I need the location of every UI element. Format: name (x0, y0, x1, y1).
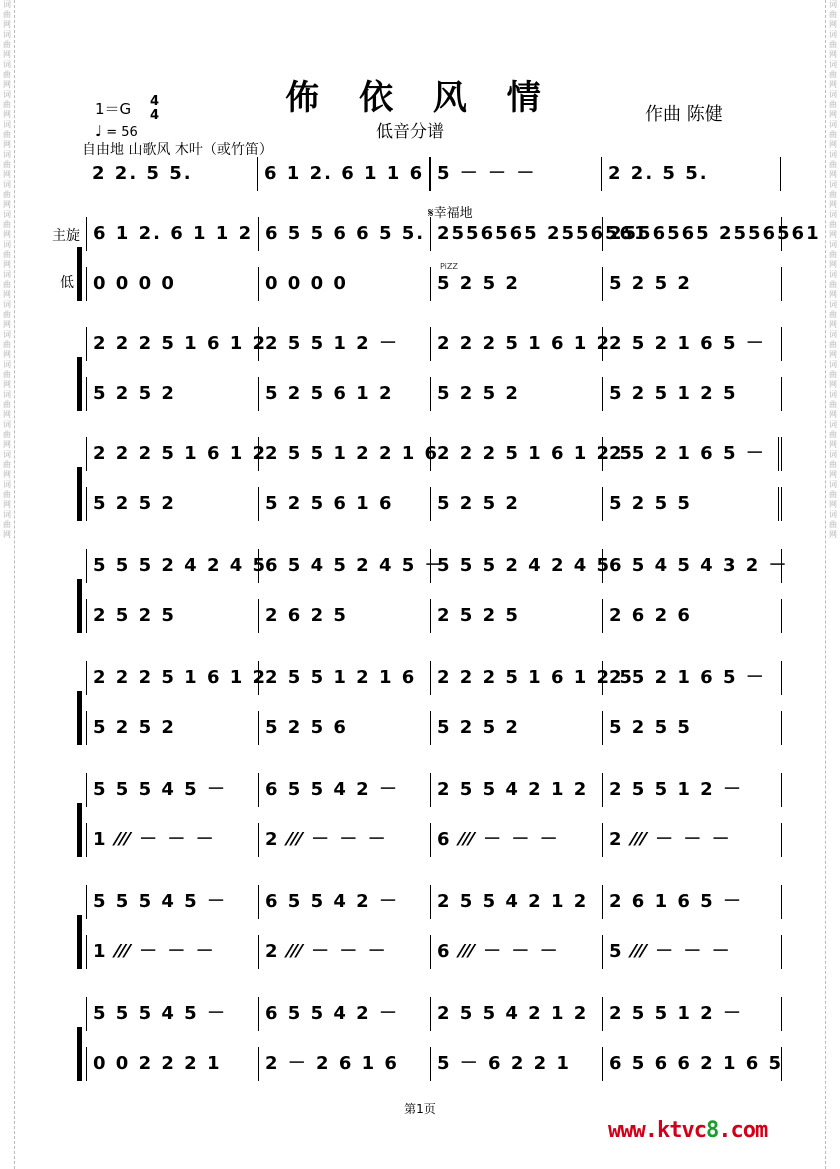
left-watermark-strip: 词 曲 网 词 曲 网 词 曲 网 词 曲 网 词 曲 网 词 曲 网 词 曲 网 词 曲 网 词 曲 网 词 曲 网 词 曲 网 词 曲 网 词 曲 网 词 曲 网 词 曲 网 词 曲 网 词 曲 网 词 曲 网 (0, 0, 15, 1169)
measure: 5 2 5 2 (431, 377, 603, 411)
intro-measure: 5 － － － (430, 157, 602, 191)
measure: 2 5 2 1 6 5 － (603, 327, 782, 361)
measure: 5 2 5 2 (431, 711, 603, 745)
system-bracket (77, 803, 82, 857)
row-label-low: 低 (60, 275, 74, 291)
row-label-main: 主旋 (52, 228, 80, 244)
measure: 0 0 0 0 (87, 267, 259, 301)
page-number: 第1页 (404, 1102, 436, 1116)
measure: 6 5 5 6 6 5 5. (259, 217, 431, 251)
intro-measure: 6 1 2. 6 1 1 6 (258, 157, 430, 191)
system-bracket (77, 579, 82, 633)
right-watermark-strip: 词 曲 网 词 曲 网 词 曲 网 词 曲 网 词 曲 网 词 曲 网 词 曲 网 词 曲 网 词 曲 网 词 曲 网 词 曲 网 词 曲 网 词 曲 网 词 曲 网 词 曲 网 词 曲 网 词 曲 网 词 曲 网 (825, 0, 840, 1169)
melody-staff (86, 773, 782, 807)
intro-measure: 2 2. 5 5. (86, 157, 258, 191)
watermark-part-a: www.ktvc (608, 1118, 706, 1143)
measure: 5 2 5 2 (87, 377, 259, 411)
melody-staff (86, 327, 782, 361)
bass-staff (86, 267, 782, 301)
time-denominator: 4 (150, 108, 160, 123)
tempo-marking (95, 122, 138, 140)
segno-label: 𝄋幸福地 (428, 206, 473, 221)
measure: 6 ⁄⁄⁄ － － － (431, 935, 603, 969)
measure: 5 ⁄⁄⁄ － － － (603, 935, 782, 969)
measure: 2 5 2 5 (431, 599, 603, 633)
bass-staff (86, 711, 782, 745)
measure: 2 2 2 5 1 6 1 2 5 (431, 661, 603, 695)
measure: 1 ⁄⁄⁄ － － － (87, 935, 259, 969)
measure: 5 5 5 4 5 － (87, 997, 259, 1031)
measure: 5 5 5 2 4 2 4 5 (87, 549, 259, 583)
measure: 5 2 5 2 (431, 487, 603, 521)
measure: 2 5 5 1 2 － (259, 327, 431, 361)
measure: 5 2 5 6 1 2 (259, 377, 431, 411)
measure: 2 2 2 5 1 6 1 2 (87, 437, 259, 471)
measure: 2 － 2 6 1 6 (259, 1047, 431, 1081)
composer: 作曲 陈健 (645, 104, 723, 125)
bass-staff (86, 823, 782, 857)
measure: 2 5 5 4 2 1 2 (431, 885, 603, 919)
system-bracket (77, 357, 82, 411)
measure: 6 5 4 5 4 3 2 － (603, 549, 782, 583)
measure: 5 － 6 2 2 1 (431, 1047, 603, 1081)
measure: 2 5 5 1 2 2 1 6 (259, 437, 431, 471)
measure: 2 2 2 5 1 6 1 2 (87, 327, 259, 361)
measure: 6 5 4 5 2 4 5 － (259, 549, 431, 583)
measure: 5 2 5 5 (603, 711, 782, 745)
measure: 6 1 2. 6 1 1 2 (87, 217, 259, 251)
quarter-note-icon: ♩ (95, 122, 103, 140)
measure: 5 2 5 5 (603, 487, 782, 521)
page-title: 佈 依 风 情 (285, 78, 555, 118)
measure: 2 6 2 5 (259, 599, 431, 633)
system-bracket (77, 247, 82, 301)
measure: 2 5 5 1 2 － (603, 997, 782, 1031)
time-numerator: 4 (150, 94, 160, 109)
measure: 2556565 2556561 (431, 217, 603, 251)
tempo-value: = 56 (106, 125, 138, 140)
measure: 5 2 5 1 2 5 (603, 377, 782, 411)
watermark-part-c: .com (718, 1118, 768, 1143)
measure: 2 5 2 1 6 5 － (603, 437, 782, 471)
measure: 6 5 5 4 2 － (259, 773, 431, 807)
measure: 5 2 5 2 (431, 267, 603, 301)
bass-staff (86, 377, 782, 411)
melody-staff (86, 217, 821, 251)
bass-staff (86, 487, 782, 521)
system-bracket (77, 915, 82, 969)
subtitle: 低音分谱 (376, 122, 444, 142)
watermark-part-b: 8 (705, 1118, 719, 1143)
measure: 0 0 2 2 2 1 (87, 1047, 259, 1081)
system-bracket (77, 467, 82, 521)
measure: 2 ⁄⁄⁄ － － － (603, 823, 782, 857)
melody-staff (86, 997, 782, 1031)
intro-measure: 2 2. 5 5. (602, 157, 781, 191)
measure: 2 5 2 1 6 5 － (603, 661, 782, 695)
measure: 5 2 5 2 (87, 711, 259, 745)
melody-staff (86, 549, 789, 583)
measure: 2 2 2 5 1 6 1 2 (87, 661, 259, 695)
measure: 0 0 0 0 (259, 267, 431, 301)
measure: 6 5 5 4 2 － (259, 885, 431, 919)
site-watermark (608, 1118, 767, 1143)
measure: 2 2 2 5 1 6 1 2 (431, 327, 603, 361)
measure: 2 6 2 6 (603, 599, 782, 633)
measure: 2 5 2 5 (87, 599, 259, 633)
measure: 2 ⁄⁄⁄ － － － (259, 935, 431, 969)
measure: 5 2 5 6 1 6 (259, 487, 431, 521)
measure: 2 5 5 4 2 1 2 (431, 773, 603, 807)
melody-staff (86, 885, 782, 919)
melody-staff (86, 661, 782, 695)
performance-instruction: 自由地 山歌风 木叶（或竹笛） (82, 142, 273, 158)
pizzicato-mark: PiZZ (440, 262, 458, 271)
measure: 1 ⁄⁄⁄ － － － (87, 823, 259, 857)
measure: 2 5 5 1 2 － (603, 773, 782, 807)
measure: 2 ⁄⁄⁄ － － － (259, 823, 431, 857)
time-signature (150, 95, 159, 123)
melody-staff (86, 437, 782, 471)
key-signature: 1＝G (95, 100, 132, 118)
bass-staff (86, 935, 782, 969)
measure: 5 5 5 4 5 － (87, 773, 259, 807)
measure: 6 5 6 6 2 1 6 5 (603, 1047, 782, 1081)
measure: 5 2 5 2 (603, 267, 782, 301)
measure: 5 5 5 2 4 2 4 5 (431, 549, 603, 583)
measure: 5 2 5 2 (87, 487, 259, 521)
measure: 2 6 1 6 5 － (603, 885, 782, 919)
bass-staff (86, 1047, 782, 1081)
intro-staff (86, 157, 781, 191)
measure: 2 5 5 4 2 1 2 (431, 997, 603, 1031)
measure: 2556565 2556561 (603, 217, 782, 251)
measure: 2 2 2 5 1 6 1 2 5 (431, 437, 603, 471)
system-bracket (77, 691, 82, 745)
measure: 6 5 5 4 2 － (259, 997, 431, 1031)
measure: 6 ⁄⁄⁄ － － － (431, 823, 603, 857)
measure: 5 5 5 4 5 － (87, 885, 259, 919)
measure: 5 2 5 6 (259, 711, 431, 745)
bass-staff (86, 599, 782, 633)
measure: 2 5 5 1 2 1 6 (259, 661, 431, 695)
system-bracket (77, 1027, 82, 1081)
